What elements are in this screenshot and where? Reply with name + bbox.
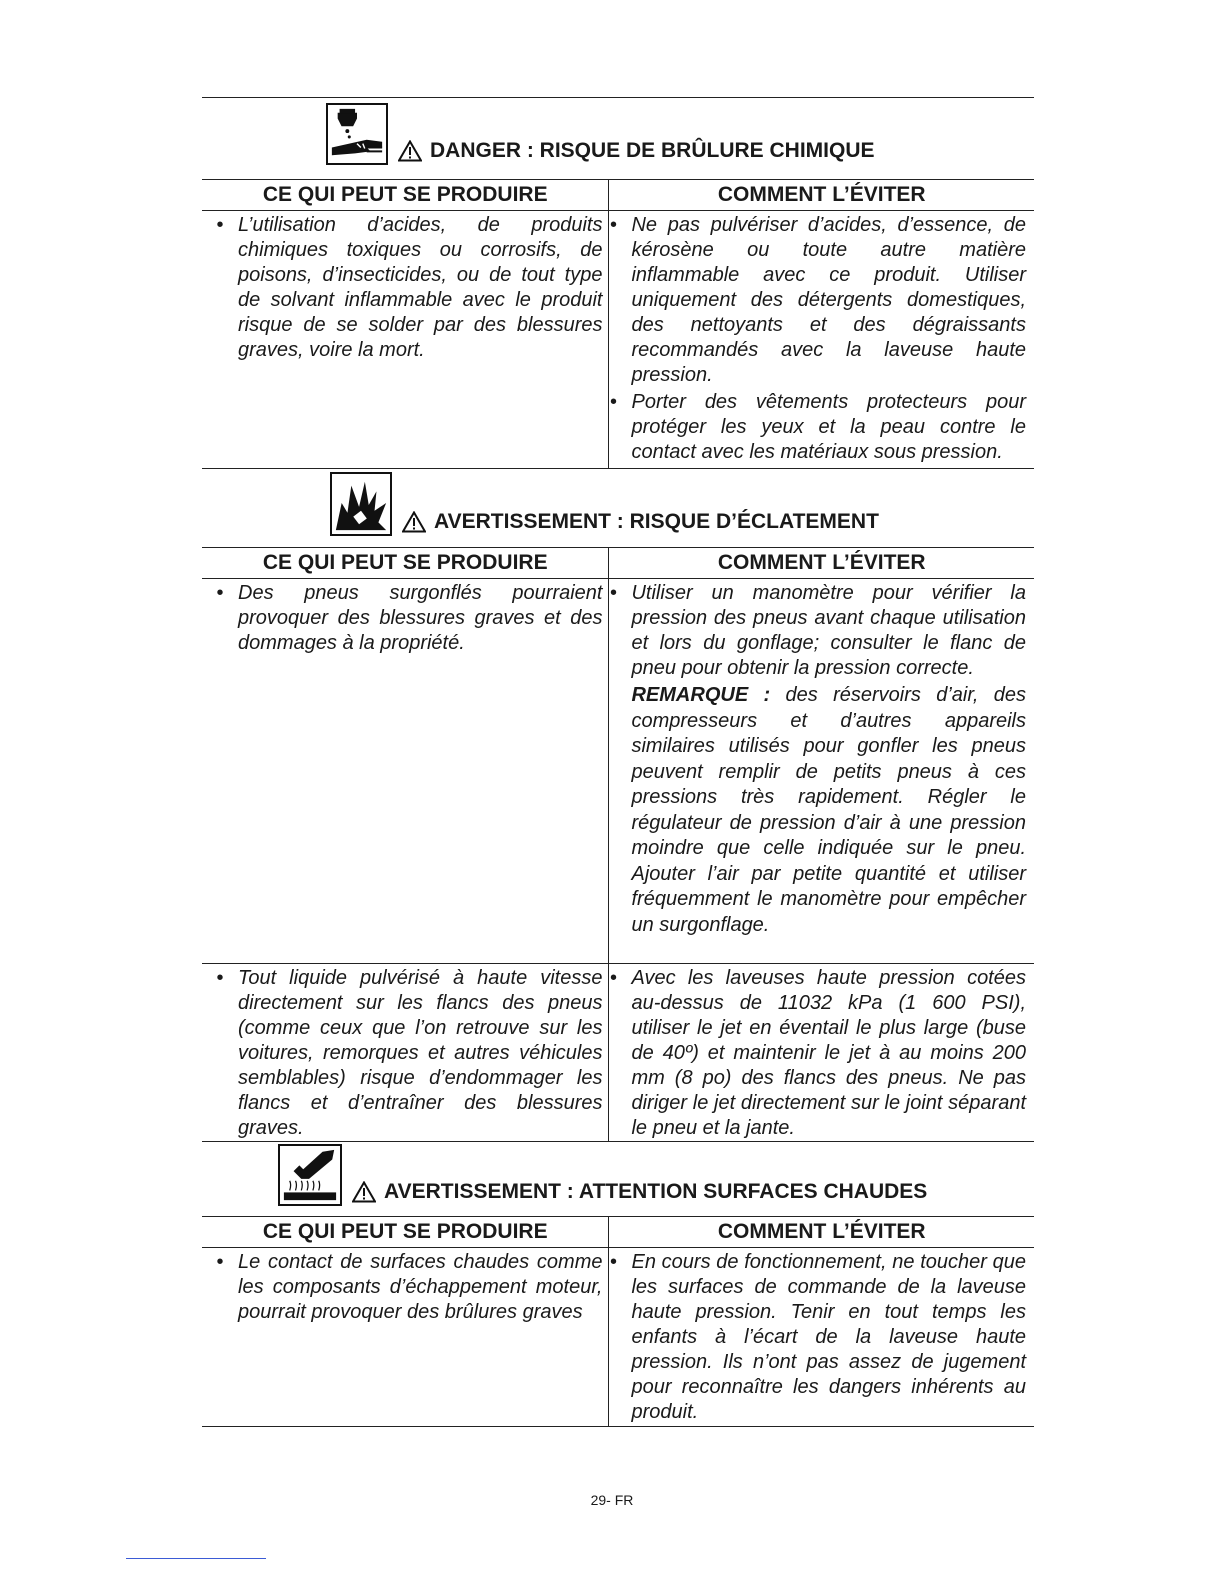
table-row	[202, 1248, 1034, 1427]
hazard-title: DANGER : RISQUE DE BRÛLURE CHIMIQUE	[398, 139, 875, 163]
list-item: • Ne pas pulvériser d’acides, d’essence, de kérosène ou toute autre matière inflammable avec ce produit. Utiliser uniquement des détergents domestiques, des nettoyants et des dégraissants recommandés avec la laveuse haute pression.	[609, 214, 1026, 386]
hazard-table-burst	[202, 547, 1034, 1142]
note-paragraph	[609, 683, 1034, 938]
top-rule	[202, 97, 1034, 98]
list-item: • Tout liquide pulvérisé à haute vitesse directement sur les flancs des pneus (comme ceux que l’on retrouve sur les voitures, remorques et autres véhicules semblables) risque d’endommager les flancs et d’entraîner des blessures graves.	[216, 967, 603, 1139]
table-row	[202, 964, 1034, 1142]
warning-triangle-icon	[402, 511, 426, 533]
column-header-how: COMMENT L’ÉVITER	[609, 548, 1034, 579]
list-item: • Utiliser un manomètre pour vérifier la pression des pneus avant chaque utilisation et lors du gonflage; consulter le flanc de pneu pour obtenir la pression correcte.	[609, 582, 1026, 679]
list-item: • Porter des vêtements protecteurs pour protéger les yeux et la peau contre le contact avec les matériaux sous pression.	[609, 391, 1026, 463]
hazard-table-hot	[202, 1216, 1034, 1427]
hazard-header-hot	[278, 1144, 927, 1206]
hazard-table-chemical	[202, 179, 1034, 469]
hazard-header-burst	[330, 472, 879, 536]
hazard-title: AVERTISSEMENT : RISQUE D’ÉCLATEMENT	[402, 510, 879, 534]
hazard-title: AVERTISSEMENT : ATTENTION SURFACES CHAUDES	[352, 1180, 927, 1204]
hazard-header-chemical	[326, 103, 875, 165]
explosion-icon	[330, 472, 392, 536]
list-item: • En cours de fonctionnement, ne toucher que les surfaces de commande de la laveuse haute pression. Tenir en tout temps les enfants à l’écart de la laveuse haute pression. Ils n’ont pas assez de jugement pour reconnaître les dangers inhérents au produit.	[609, 1251, 1026, 1423]
column-header-what: CE QUI PEUT SE PRODUIRE	[202, 548, 609, 579]
link-underline	[126, 1558, 266, 1559]
table-row	[202, 579, 1034, 964]
warning-triangle-icon	[398, 140, 422, 162]
hot-surface-icon	[278, 1144, 342, 1206]
column-header-how: COMMENT L’ÉVITER	[609, 1217, 1034, 1248]
warning-triangle-icon	[352, 1181, 376, 1203]
note-label: REMARQUE :	[631, 684, 771, 706]
chemical-burn-icon	[326, 103, 388, 165]
column-header-how: COMMENT L’ÉVITER	[609, 180, 1034, 211]
list-item: • Le contact de surfaces chaudes comme les composants d’échappement moteur, pourrait provoquer des brûlures graves	[216, 1251, 603, 1323]
list-item: • L’utilisation d’acides, de produits chimiques toxiques ou corrosifs, de poisons, d’insecticides, ou de tout type de solvant inflammable avec le produit risque de se solder par des blessures graves, voire la mort.	[216, 214, 603, 361]
table-row	[202, 211, 1034, 469]
column-header-what: CE QUI PEUT SE PRODUIRE	[202, 180, 609, 211]
list-item: • Avec les laveuses haute pression cotées au-dessus de 11032 kPa (1 600 PSI), utiliser le jet en éventail le plus large (buse de 40º) et maintenir le jet à au moins 200 mm (8 po) des flancs des pneus. Ne pas diriger le jet directement sur le joint séparant le pneu et la jante.	[609, 967, 1026, 1139]
page-number: 29- FR	[590, 1492, 634, 1508]
note-text: des réservoirs d’air, des compresseurs et d’autres appareils similaires utilisés pour gonfler les pneus peuvent remplir de petits pneus à ces pressions très rapidement. Régler le régulateur de pression d’air à une pression moindre que celle indiquée sur le pneu. Ajouter l’air par petite quantité et utiliser fréquemment le manomètre pour empêcher un surgonflage.	[631, 684, 1027, 936]
column-header-what: CE QUI PEUT SE PRODUIRE	[202, 1217, 609, 1248]
list-item: • Des pneus surgonflés pourraient provoquer des blessures graves et des dommages à la propriété.	[216, 582, 603, 654]
